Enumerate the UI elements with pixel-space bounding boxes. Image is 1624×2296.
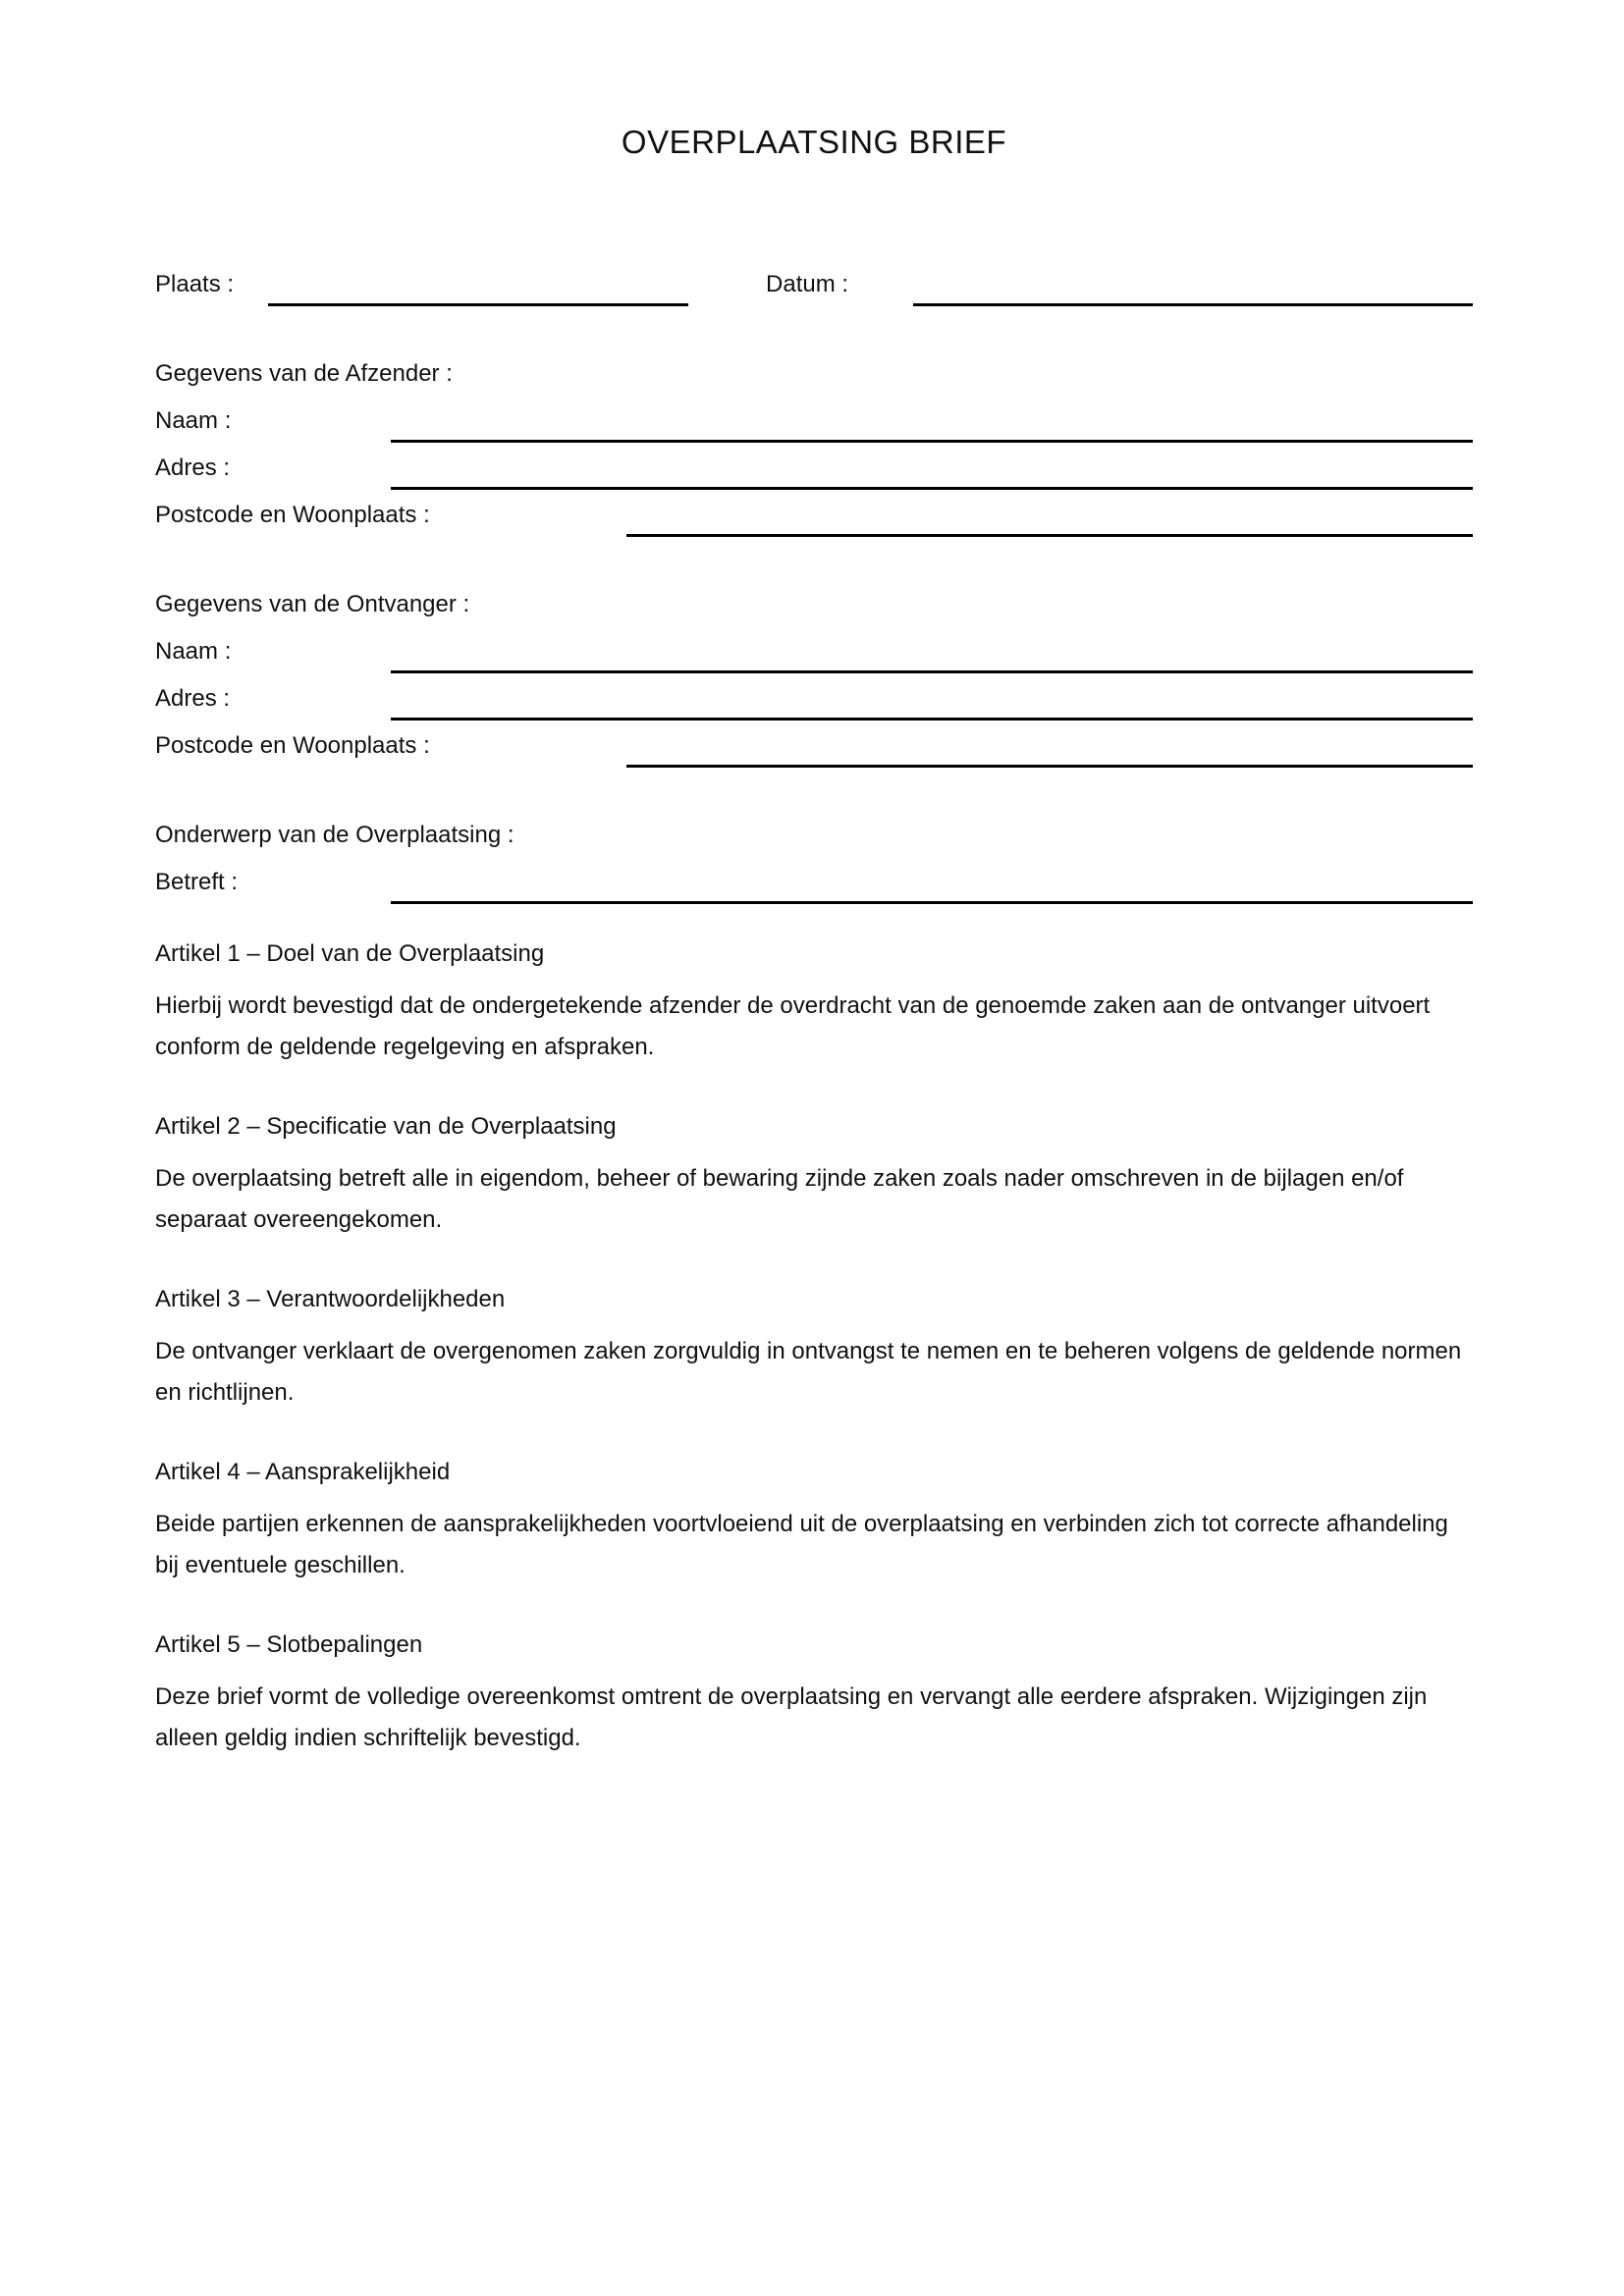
- datum-label: Datum :: [766, 271, 849, 297]
- betreft-label: Betreft :: [155, 869, 239, 895]
- article-1: [155, 940, 1473, 1068]
- article-3: [155, 1286, 1473, 1414]
- plaats-fill-line: [268, 303, 688, 306]
- receiver-heading: Gegevens van de Ontvanger :: [155, 591, 470, 617]
- receiver-naam-label: Naam :: [155, 638, 232, 665]
- sender-postcode-label: Postcode en Woonplaats :: [155, 502, 430, 528]
- betreft-fill-line: [391, 901, 1473, 904]
- receiver-adres-row: [155, 685, 1473, 712]
- article-4: [155, 1459, 1473, 1586]
- subject-heading: Onderwerp van de Overplaatsing :: [155, 822, 514, 848]
- sender-postcode-fill-line: [626, 534, 1473, 537]
- sender-naam-label: Naam :: [155, 407, 232, 434]
- article-5-body: Deze brief vormt de volledige overeenkomst omtrent de overplaatsing en vervangt alle eerdere afspraken. Wijzigingen zijn alleen geldig indien schriftelijk bevestigd.: [155, 1683, 1428, 1751]
- receiver-postcode-row: [155, 732, 1473, 759]
- sender-naam-row: [155, 407, 1473, 434]
- receiver-adres-fill-line: [391, 718, 1473, 721]
- receiver-naam-fill-line: [391, 670, 1473, 673]
- article-1-body: Hierbij wordt bevestigd dat de ondergetekende afzender de overdracht van de genoemde zaken aan de ontvanger uitvoert conform de geldende regelgeving en afspraken.: [155, 992, 1431, 1060]
- article-3-body: De ontvanger verklaart de overgenomen zaken zorgvuldig in ontvangst te nemen en te beheren volgens de geldende normen en richtlijnen.: [155, 1338, 1462, 1406]
- article-4-body: Beide partijen erkennen de aansprakelijkheden voortvloeiend uit de overplaatsing en verbinden zich tot correcte afhandeling bij eventuele geschillen.: [155, 1511, 1448, 1578]
- receiver-postcode-label: Postcode en Woonplaats :: [155, 732, 430, 759]
- receiver-section: [155, 591, 1473, 759]
- plaats-label: Plaats :: [155, 271, 235, 297]
- sender-adres-fill-line: [391, 487, 1473, 490]
- sender-adres-label: Adres :: [155, 454, 231, 481]
- sender-postcode-row: [155, 502, 1473, 528]
- receiver-postcode-fill-line: [626, 765, 1473, 768]
- subject-section: [155, 822, 1473, 895]
- article-2: [155, 1113, 1473, 1241]
- datum-fill-line: [913, 303, 1473, 306]
- document-title: OVERPLAATSING BRIEF: [621, 124, 1007, 160]
- sender-heading: Gegevens van de Afzender :: [155, 360, 453, 387]
- article-2-body: De overplaatsing betreft alle in eigendom, beheer of bewaring zijnde zaken zoals nader omschreven in de bijlagen en/of separaat overeengekomen.: [155, 1165, 1404, 1233]
- receiver-adres-label: Adres :: [155, 685, 231, 712]
- receiver-naam-row: [155, 638, 1473, 665]
- betreft-row: [155, 869, 1473, 895]
- article-2-heading: Artikel 2 – Specificatie van de Overplaatsing: [155, 1113, 617, 1140]
- article-5: [155, 1631, 1473, 1759]
- place-date-row: [155, 271, 1473, 297]
- sender-adres-row: [155, 454, 1473, 481]
- article-5-heading: Artikel 5 – Slotbepalingen: [155, 1631, 423, 1658]
- articles-section: [155, 940, 1473, 1759]
- sender-naam-fill-line: [391, 440, 1473, 443]
- article-3-heading: Artikel 3 – Verantwoordelijkheden: [155, 1286, 506, 1312]
- article-4-heading: Artikel 4 – Aansprakelijkheid: [155, 1459, 451, 1485]
- sender-section: [155, 360, 1473, 528]
- article-1-heading: Artikel 1 – Doel van de Overplaatsing: [155, 940, 545, 967]
